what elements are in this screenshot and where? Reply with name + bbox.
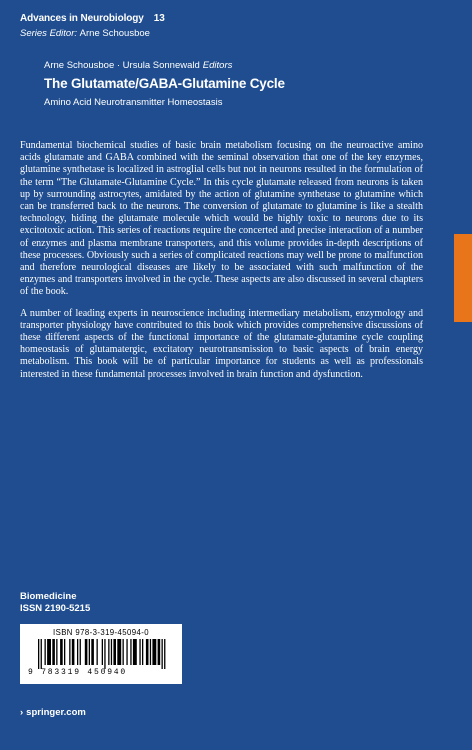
barcode-bar <box>126 639 127 665</box>
series-editor-label: Series Editor: <box>20 28 78 39</box>
barcode-bar <box>47 639 51 665</box>
barcode <box>20 624 182 684</box>
barcode-bar <box>162 639 163 669</box>
book-subtitle: Amino Acid Neurotransmitter Homeostasis <box>44 97 223 108</box>
chevron-right-icon: › <box>20 707 24 718</box>
barcode-bar <box>56 639 57 665</box>
barcode-bar <box>38 639 39 669</box>
barcode-bar <box>85 639 88 665</box>
barcode-bar <box>164 639 165 669</box>
barcode-digits: 9 783319 450940 <box>28 668 128 677</box>
barcode-bars-icon <box>28 639 174 669</box>
barcode-bar <box>158 639 161 665</box>
series-header <box>20 13 165 24</box>
barcode-bar <box>72 639 75 665</box>
barcode-bar <box>41 639 42 669</box>
editors-names: Arne Schousboe · Ursula Sonnewald <box>44 60 200 71</box>
barcode-bar <box>133 639 137 665</box>
website-url[interactable]: springer.com <box>26 707 86 718</box>
accent-bar <box>454 234 472 322</box>
barcode-bar <box>69 639 70 665</box>
barcode-bar <box>150 639 151 665</box>
barcode-bar <box>102 639 103 665</box>
category-subject: Biomedicine <box>20 591 77 602</box>
barcode-bar <box>142 639 143 665</box>
barcode-bar <box>91 639 94 665</box>
series-name: Advances in Neurobiology <box>20 13 144 24</box>
barcode-bar <box>80 639 81 665</box>
isbn-label: ISBN 978-3-319-45094-0 <box>53 628 149 637</box>
publisher-website[interactable] <box>20 707 86 718</box>
editors-role: Editors <box>202 60 233 71</box>
barcode-bar <box>52 639 55 665</box>
blurb-text <box>20 140 423 390</box>
barcode-bar <box>130 639 131 665</box>
barcode-bar <box>117 639 121 665</box>
barcode-bar <box>123 639 124 665</box>
blurb-paragraph-1: Fundamental biochemical studies of basic brain metabolism focusing on the neuroactive amino acids glutamate and GABA combined with the seminal observation that one of the key enzymes, glutamine synthetase is localized in astroglial cells but not in neurons resulted in the formulation of the term “The Glutamate-Glutamine Cycle.” In this cycle glutamate released from neurons is taken up by surrounding astrocytes, amidated by the action of glutamine synthetase to glutamine which can be transferred back to the neurons. The conversion of glutamate to glutamine is like a stealth technology, hiding the glutamate molecule which would be highly toxic to neurons due to its excitotoxic action. This series of reactions require the concerted and precise interaction of a number of enzymes and plasma membrane transporters, and this volume provides in-depth descriptions of these processes. Obviously such a series of complicated reactions may well be prone to malfunction and therefore neurological diseases are likely to be associated with such malfunction of the enzymes and transporters involved in the cycle. These aspects are also discussed in several chapters of the book. <box>20 140 423 298</box>
series-editor <box>20 28 150 39</box>
barcode-bar <box>113 639 116 665</box>
series-editor-name: Arne Schousboe <box>79 28 150 39</box>
book-editors <box>44 60 232 71</box>
barcode-bar <box>77 639 78 665</box>
book-title: The Glutamate/GABA-Glutamine Cycle <box>44 76 285 91</box>
barcode-bar <box>111 639 112 665</box>
barcode-bar <box>64 639 65 665</box>
series-volume: 13 <box>153 13 165 24</box>
barcode-bar <box>108 639 109 665</box>
barcode-bar <box>97 639 98 665</box>
barcode-bar <box>139 639 140 665</box>
barcode-bar <box>60 639 63 665</box>
category-info <box>20 591 90 615</box>
barcode-bar <box>104 639 105 669</box>
barcode-bar <box>45 639 46 665</box>
barcode-bar <box>89 639 90 665</box>
category-issn: ISSN 2190-5215 <box>20 603 91 614</box>
blurb-paragraph-2: A number of leading experts in neuroscience including intermediary metabolism, enzymology and transporter physiology have contributed to this book which provides comprehensive discussions of these different aspects of the functional importance of the glutamate-glutamine cycle coupling homeostasis of glutamatergic, excitatory neurotransmission to basic aspects of brain energy metabolism. This book will be of particular importance for students as well as professionals interested in these fundamental processes involved in brain function and dysfunction. <box>20 307 423 380</box>
barcode-bar <box>146 639 149 665</box>
barcode-bar <box>152 639 156 665</box>
